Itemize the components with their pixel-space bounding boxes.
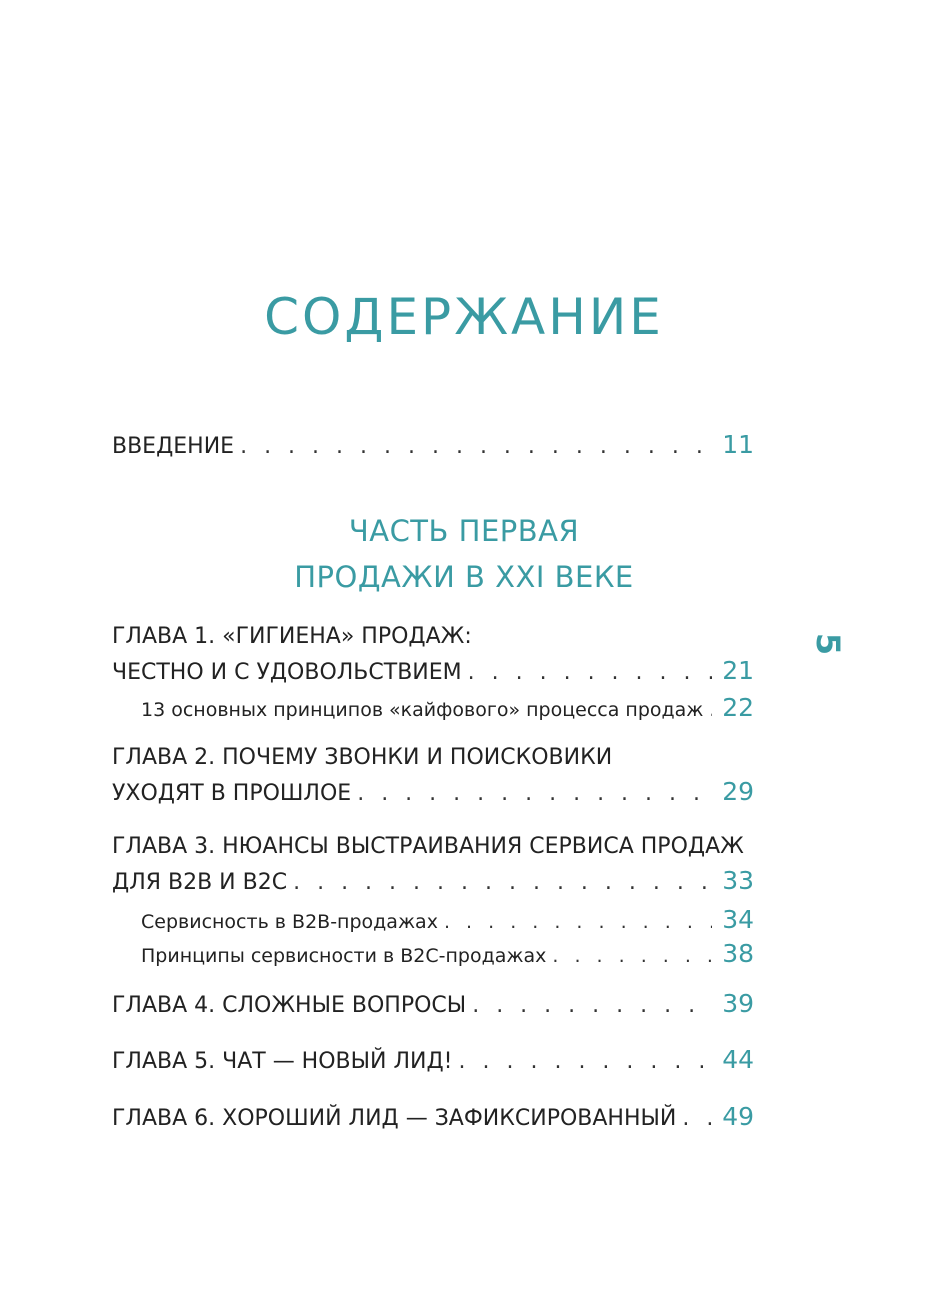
entry-label: ГЛАВА 6. ХОРОШИЙ ЛИД — ЗАФИКСИРОВАННЫЙ [112, 1106, 677, 1131]
entry-page-number: 39 [722, 989, 754, 1018]
section-page-number: 38 [722, 939, 754, 968]
dot-leader [293, 866, 712, 900]
section-page-number: 34 [722, 905, 754, 934]
entry-page-number: 33 [722, 866, 754, 895]
entry-label-line-1: ГЛАВА 1. «ГИГИЕНА» ПРОДАЖ: [112, 624, 472, 649]
entry-label: ГЛАВА 5. ЧАТ — НОВЫЙ ЛИД! [112, 1049, 453, 1074]
part-heading [0, 508, 928, 600]
toc-section-3-1[interactable] [141, 905, 754, 937]
section-label: Сервисность в B2B-продажах [141, 911, 438, 933]
entry-page-number: 21 [722, 656, 754, 685]
entry-label-line-2: ДЛЯ B2B И B2C [112, 870, 288, 895]
toc-entry-chapter-2[interactable] [112, 741, 754, 811]
toc-entry-introduction[interactable] [112, 428, 754, 464]
dot-leader [468, 656, 712, 690]
part-name: ПРОДАЖИ В XXI ВЕКЕ [294, 560, 634, 594]
toc-entry-chapter-6[interactable] [112, 1100, 754, 1136]
entry-label-line-1: ГЛАВА 3. НЮАНСЫ ВЫСТРАИВАНИЯ СЕРВИСА ПРОДАЖ [112, 834, 744, 859]
section-page-number: 22 [722, 693, 754, 722]
entry-label-line-2: ЧЕСТНО И С УДОВОЛЬСТВИЕМ [112, 660, 462, 685]
toc-section-1-1[interactable] [141, 693, 754, 725]
entry-page-number: 29 [722, 777, 754, 806]
section-label: 13 основных принципов «кайфового» процесса продаж [141, 699, 704, 721]
dot-leader [240, 430, 712, 464]
entry-label-line-2: УХОДЯТ В ПРОШЛОЕ [112, 781, 352, 806]
entry-label: ВВЕДЕНИЕ [112, 434, 235, 459]
entry-label-line-1: ГЛАВА 2. ПОЧЕМУ ЗВОНКИ И ПОИСКОВИКИ [112, 745, 613, 770]
toc-entry-chapter-1[interactable] [112, 620, 754, 690]
entry-page-number: 49 [722, 1102, 754, 1131]
part-number: ЧАСТЬ ПЕРВАЯ [348, 514, 580, 548]
dot-leader [472, 989, 712, 1023]
dot-leader [709, 695, 712, 725]
page-folio: 5 [809, 632, 847, 656]
dot-leader [444, 907, 712, 937]
section-label: Принципы сервисности в B2C-продажах [141, 945, 547, 967]
entry-page-number: 44 [722, 1045, 754, 1074]
entry-page-number: 11 [722, 430, 754, 459]
toc-section-3-2[interactable] [141, 939, 754, 971]
page-title: СОДЕРЖАНИЕ [264, 287, 664, 346]
dot-leader [682, 1102, 712, 1136]
toc-entry-chapter-5[interactable] [112, 1043, 754, 1079]
entry-label: ГЛАВА 4. СЛОЖНЫЕ ВОПРОСЫ [112, 993, 467, 1018]
toc-entry-chapter-4[interactable] [112, 987, 754, 1023]
toc-entry-chapter-3[interactable] [112, 830, 754, 900]
dot-leader [459, 1045, 712, 1079]
dot-leader [357, 777, 712, 811]
dot-leader [552, 941, 712, 971]
